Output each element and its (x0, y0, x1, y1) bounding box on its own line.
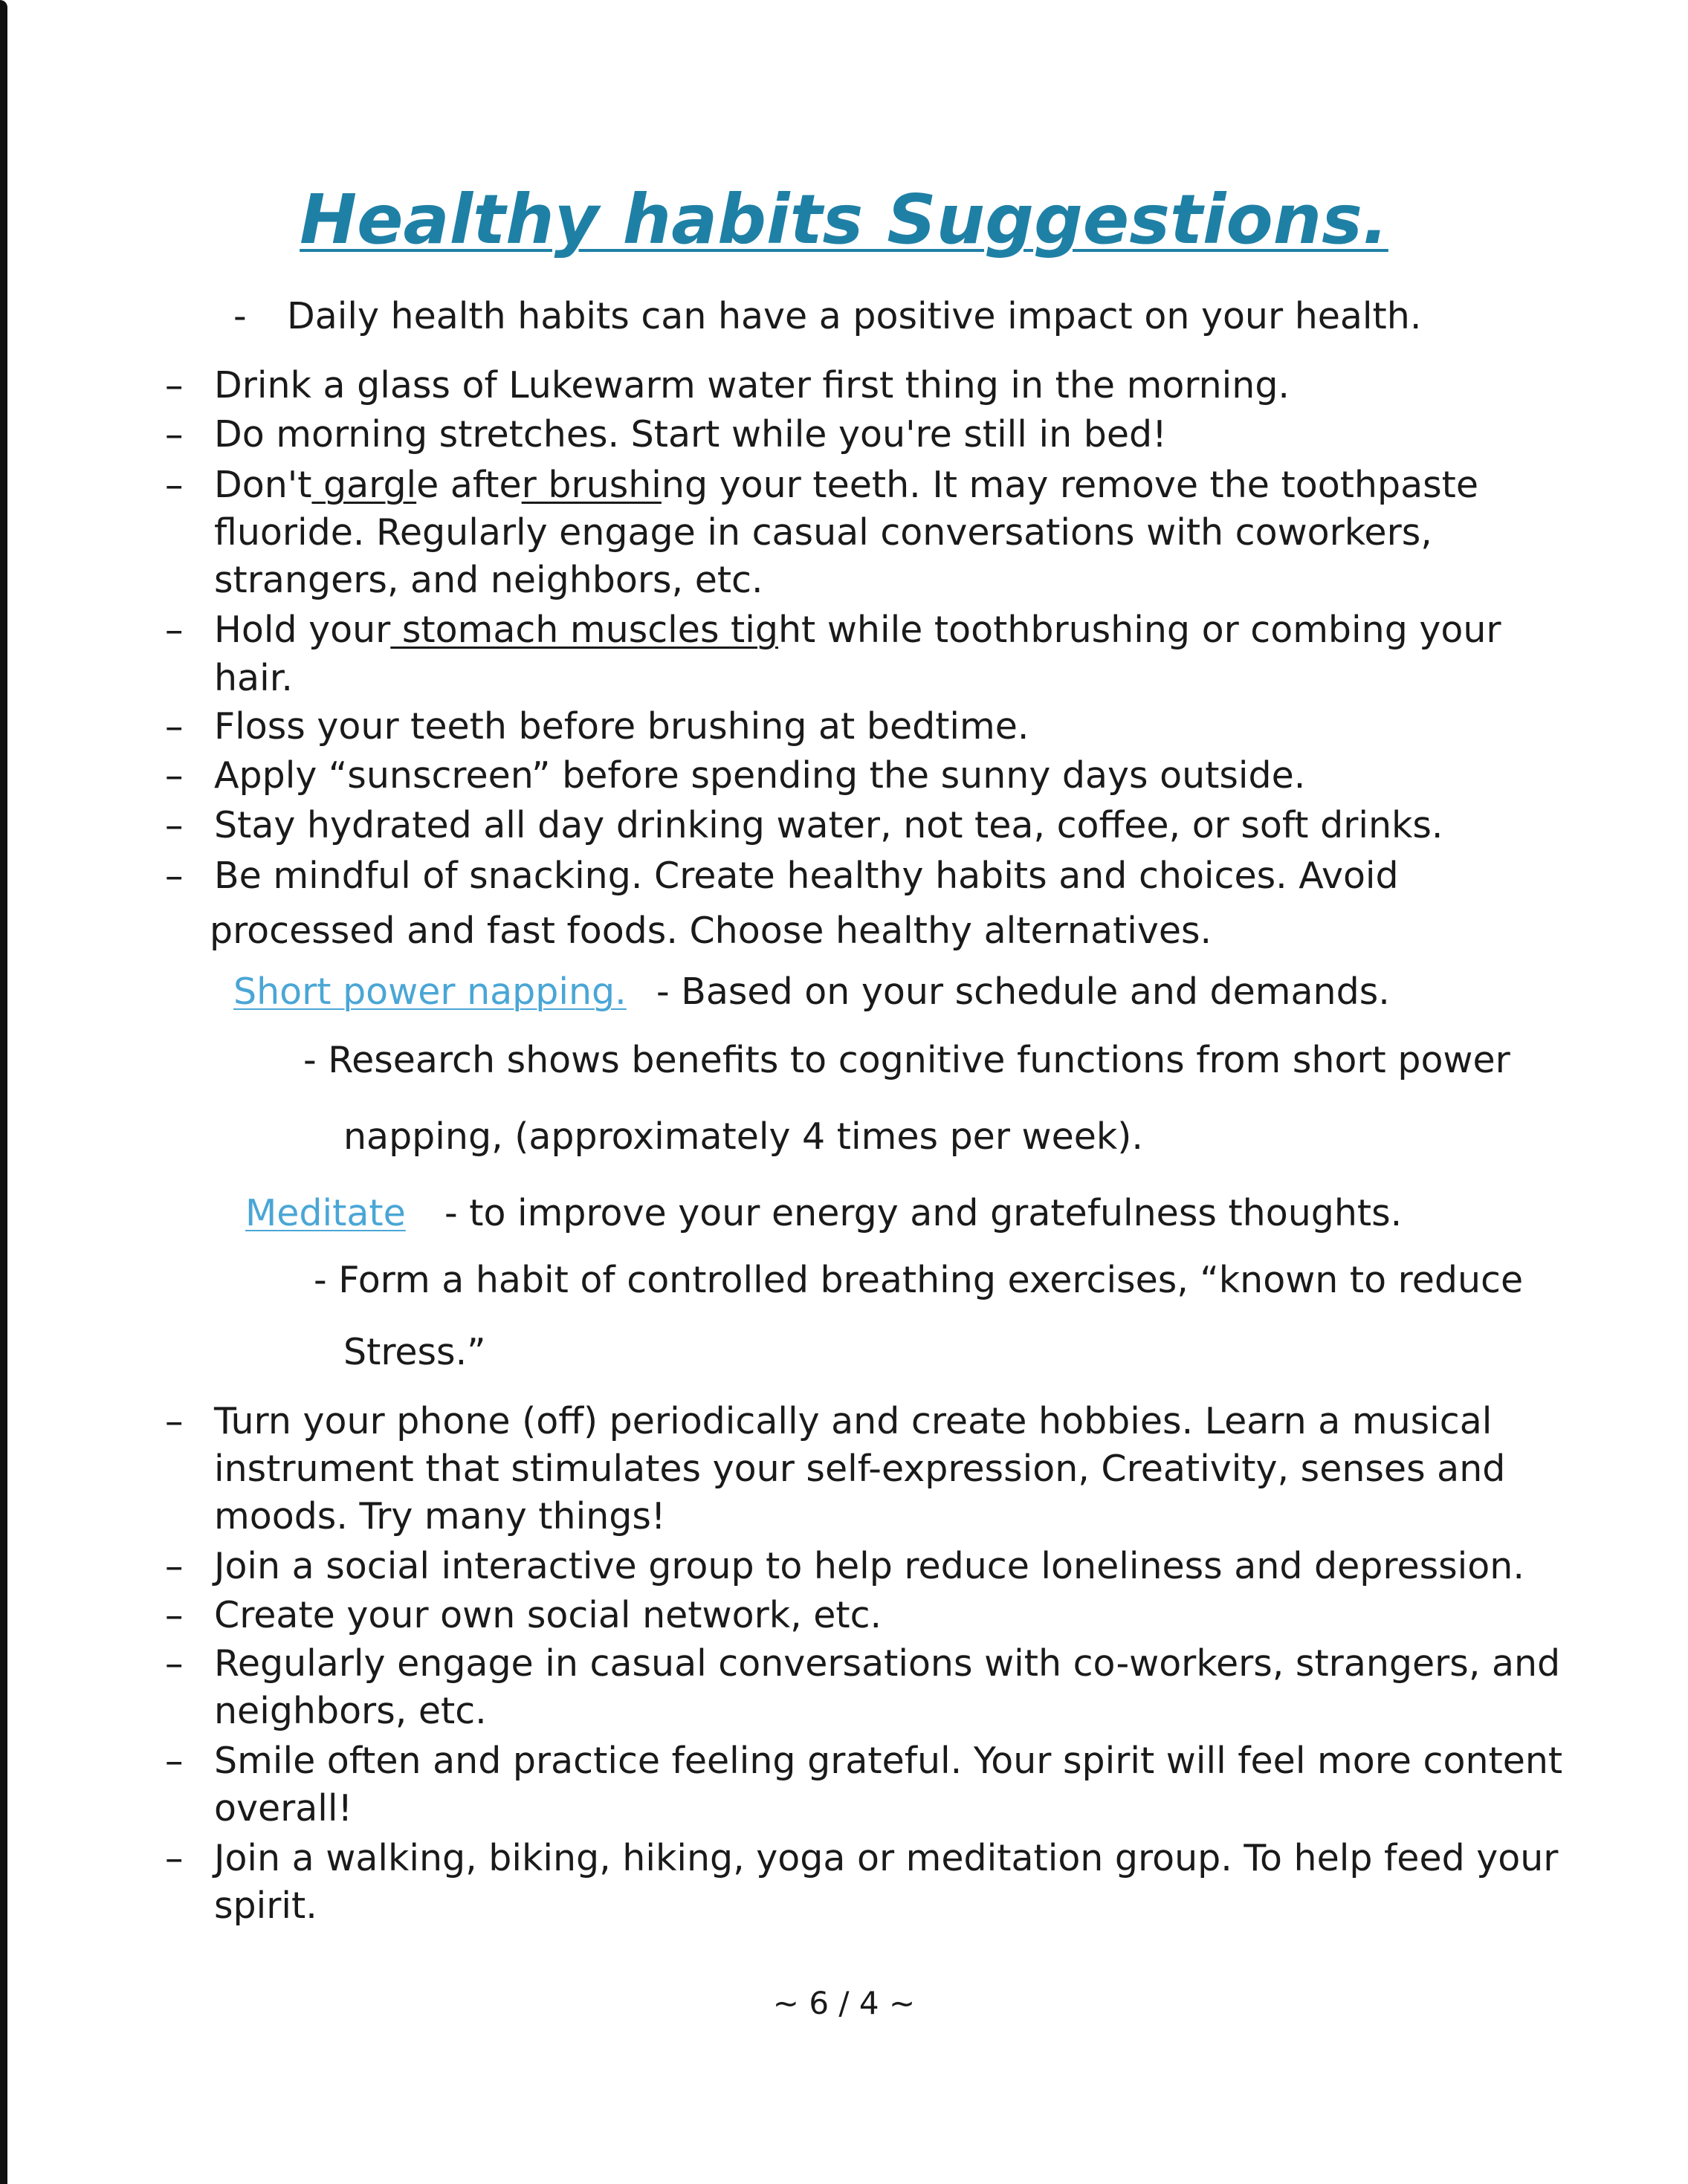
meditate-breathing: - Form a habit of controlled breathing exercises, “known to reduce (314, 1259, 1524, 1301)
list-item-walking-line2: spirit. (214, 1885, 317, 1927)
list-marker: – (165, 464, 184, 506)
list-marker: – (165, 364, 184, 406)
list-item-conversations-line2: neighbors, etc. (214, 1690, 487, 1732)
list-marker: – (165, 754, 184, 797)
list-item-phone-line3: moods. Try many things! (214, 1495, 666, 1537)
page-title: Healthy habits Suggestions. (300, 180, 1388, 259)
list-marker: – (165, 1837, 184, 1879)
list-marker: – (165, 1545, 184, 1587)
list-marker: – (165, 1400, 184, 1442)
list-item-smile-line2: overall! (214, 1787, 353, 1830)
list-marker: – (165, 413, 184, 456)
list-marker: – (165, 609, 184, 651)
list-item-floss: Floss your teeth before brushing at bedtime. (214, 705, 1029, 748)
gargle-underlined-2: r brushi (521, 464, 662, 506)
list-marker: – (165, 705, 184, 748)
intro-text: Daily health habits can have a positive impact on your health. (287, 295, 1422, 337)
list-item-hydrate: Stay hydrated all day drinking water, not tea, coffee, or soft drinks. (214, 804, 1443, 846)
list-item-sunscreen: Apply “sunscreen” before spending the sunny days outside. (214, 754, 1306, 797)
list-item-gargle-line2: fluoride. Regularly engage in casual conversations with coworkers, (214, 511, 1432, 554)
napping-research-line2: napping, (approximately 4 times per week). (343, 1115, 1143, 1158)
list-item-network: Create your own social network, etc. (214, 1594, 882, 1636)
gargle-underlined-1: gargl (311, 464, 417, 506)
list-marker: – (165, 1594, 184, 1636)
scan-edge (0, 0, 7, 2184)
list-marker: – (165, 1642, 184, 1685)
list-item-stomach (214, 606, 1501, 655)
list-item-phone-line2: instrument that stimulates your self-expression, Creativity, senses and (214, 1448, 1506, 1490)
list-item-walking: Join a walking, biking, hiking, yoga or meditation group. To help feed your (214, 1837, 1559, 1879)
gargle-mid: e afte (416, 464, 522, 506)
short-power-napping-link[interactable]: Short power napping. (233, 971, 627, 1013)
meditate-description: - to improve your energy and gratefulness thoughts. (444, 1192, 1403, 1234)
napping-research: - Research shows benefits to cognitive functions from short power (303, 1039, 1510, 1081)
intro-marker: - (233, 295, 247, 337)
list-marker: – (165, 1740, 184, 1782)
list-item-phone: Turn your phone (off) periodically and create hobbies. Learn a musical (214, 1400, 1493, 1442)
list-item-conversations: Regularly engage in casual conversations with co-workers, strangers, and (214, 1642, 1561, 1685)
list-item-stomach-line2: hair. (214, 657, 293, 699)
gargle-pre: Don't (214, 464, 312, 506)
list-item-stretch: Do morning stretches. Start while you're still in bed! (214, 413, 1167, 456)
stomach-pre: Hold your (214, 609, 391, 651)
meditate-link[interactable]: Meditate (245, 1192, 406, 1234)
list-item-social-group: Join a social interactive group to help reduce loneliness and depression. (214, 1545, 1524, 1587)
stomach-underlined: stomach muscles tig (390, 609, 778, 651)
list-item-snacking-line2: processed and fast foods. Choose healthy alternatives. (210, 910, 1212, 952)
list-item-gargle-line3: strangers, and neighbors, etc. (214, 559, 763, 601)
list-item-smile: Smile often and practice feeling grateful. Your spirit will feel more content (214, 1740, 1563, 1782)
list-marker: – (165, 804, 184, 846)
meditate-breathing-line2: Stress.” (343, 1331, 486, 1373)
list-marker: – (165, 855, 184, 897)
list-item-water: Drink a glass of Lukewarm water first thing in the morning. (214, 364, 1290, 406)
list-item-snacking: Be mindful of snacking. Create healthy habits and choices. Avoid (214, 855, 1399, 897)
stomach-post: ht while toothbrushing or combing your (777, 609, 1501, 651)
list-item-gargle (214, 461, 1478, 510)
gargle-post: ng your teeth. It may remove the toothpaste (661, 464, 1478, 506)
page-number: ~ 6 / 4 ~ (772, 1985, 916, 2021)
napping-description: - Based on your schedule and demands. (656, 971, 1390, 1013)
